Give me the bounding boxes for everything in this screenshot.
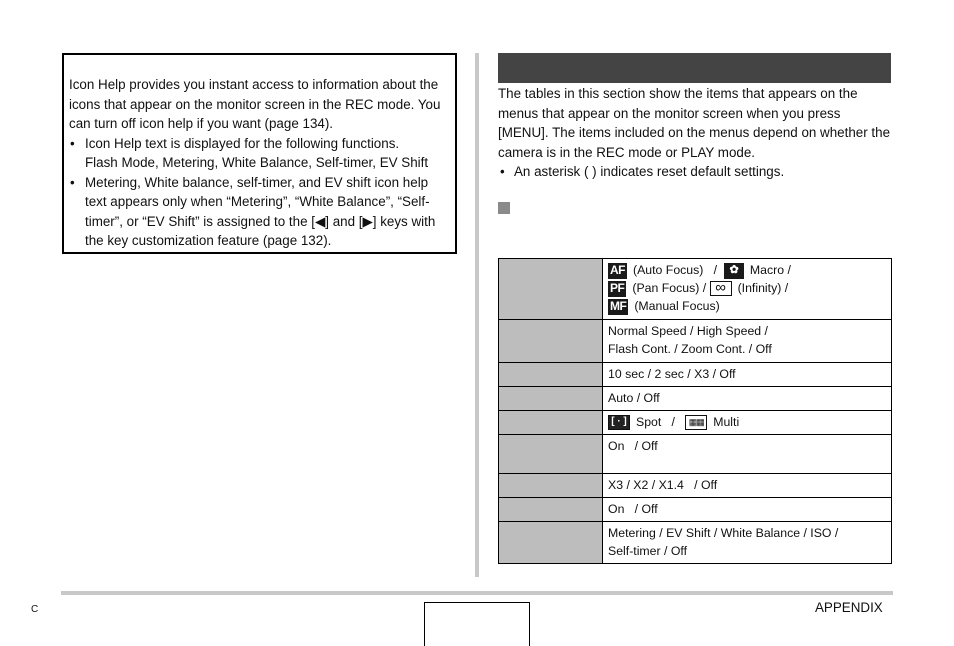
infinity-icon: ∞: [710, 281, 732, 296]
table-row: [499, 522, 892, 564]
spot-metering-icon: [ · ]: [608, 415, 630, 430]
square-bullet-icon: [498, 202, 510, 214]
row-label-cell: [499, 474, 603, 498]
table-row: [499, 435, 892, 474]
table-row: [499, 474, 892, 498]
multi-label: Multi: [713, 415, 740, 429]
separator: /: [671, 415, 675, 429]
note-bullet-1: [69, 134, 447, 173]
spot-label: Spot: [636, 415, 662, 429]
row-label-cell: [499, 522, 603, 564]
row-label-cell: [499, 435, 603, 474]
row-label-cell: [499, 498, 603, 522]
timer-options-cell: 10 sec / 2 sec / X3 / Off: [603, 363, 892, 387]
separator: /: [713, 263, 718, 277]
table-row: [499, 363, 892, 387]
auto-options-cell: Auto / Off: [603, 387, 892, 411]
row-label-cell: [499, 259, 603, 320]
infinity-label: (Infinity) /: [737, 281, 789, 295]
multi-metering-icon: ▦▦: [685, 415, 707, 430]
menu-intro-text: The tables in this section show the items that appears on the menus that appear on the monitor screen when you press [MENU]. The items included on the menus depend on whether the camera is in the REC mode or PLAY mode.: [498, 86, 891, 160]
footer-section-name: APPENDIX: [815, 600, 883, 615]
note-bullet-1-line1: Icon Help text is displayed for the following functions.: [85, 135, 400, 151]
table-row: [499, 259, 892, 320]
keys-line-1: Metering / EV Shift / White Balance / ISO /: [608, 526, 839, 540]
cont-line-1: Normal Speed / High Speed /: [608, 324, 768, 338]
bullet-icon: •: [500, 164, 505, 179]
mf-label: (Manual Focus): [634, 299, 720, 313]
note-bullet-1-line2: Flash Mode, Metering, White Balance, Self-timer, EV Shift: [85, 155, 429, 170]
note-bullet-2-text: Metering, White balance, self-timer, and EV shift icon help text appears only when “Metering”, “White Balance”, “Self-timer”, or “EV Shift” is assigned to the [◀] and [▶] keys with the key customization feature (page 132).: [85, 174, 436, 248]
keys-line-2: Self-timer / Off: [608, 544, 688, 558]
onoff-options-cell: On / Off: [603, 435, 892, 474]
row-label-cell: [499, 363, 603, 387]
macro-flower-icon: ✿: [724, 263, 744, 279]
footer-left-text: C: [31, 604, 39, 615]
table-row: [499, 387, 892, 411]
column-divider: [475, 53, 479, 577]
zoom-options-cell: X3 / X2 / X1.4 / Off: [603, 474, 892, 498]
pf-icon: PF: [610, 280, 625, 295]
metering-options-cell: [603, 411, 892, 435]
row-label-cell: [499, 387, 603, 411]
row-label-cell: [499, 411, 603, 435]
bullet-icon: •: [70, 135, 75, 151]
onoff-options-cell: On / Off: [603, 498, 892, 522]
note-bullets: [69, 134, 447, 251]
af-icon: AF: [610, 262, 625, 277]
page-number-box: [424, 602, 530, 646]
note-bullet-2: [69, 173, 447, 251]
asterisk-note: [498, 162, 891, 182]
pf-label: (Pan Focus) /: [632, 281, 707, 295]
af-label: (Auto Focus): [633, 263, 704, 277]
macro-label: Macro /: [749, 263, 791, 277]
row-label-cell: [499, 320, 603, 363]
mf-icon: MF: [610, 298, 627, 313]
menu-intro-bullets: [498, 162, 891, 182]
asterisk-note-text: An asterisk ( ) indicates reset default settings.: [514, 164, 785, 179]
section-header-bar: [498, 53, 891, 83]
table-row: [499, 411, 892, 435]
key-assign-options-cell: [603, 522, 892, 564]
continuous-options-cell: [603, 320, 892, 363]
rec-menu-settings-table: [498, 258, 892, 564]
table-row: [499, 498, 892, 522]
menu-intro: [498, 84, 891, 182]
table-row: [499, 320, 892, 363]
note-intro: Icon Help provides you instant access to information about the icons that appear on the monitor screen in the REC mode. You can turn off icon help if you want (page 134).: [69, 77, 441, 131]
focus-options-cell: [603, 259, 892, 320]
cont-line-2: Flash Cont. / Zoom Cont. / Off: [608, 342, 772, 356]
icon-help-note-box: [62, 53, 457, 254]
footer-rule: [61, 591, 893, 595]
bullet-icon: •: [70, 174, 75, 190]
